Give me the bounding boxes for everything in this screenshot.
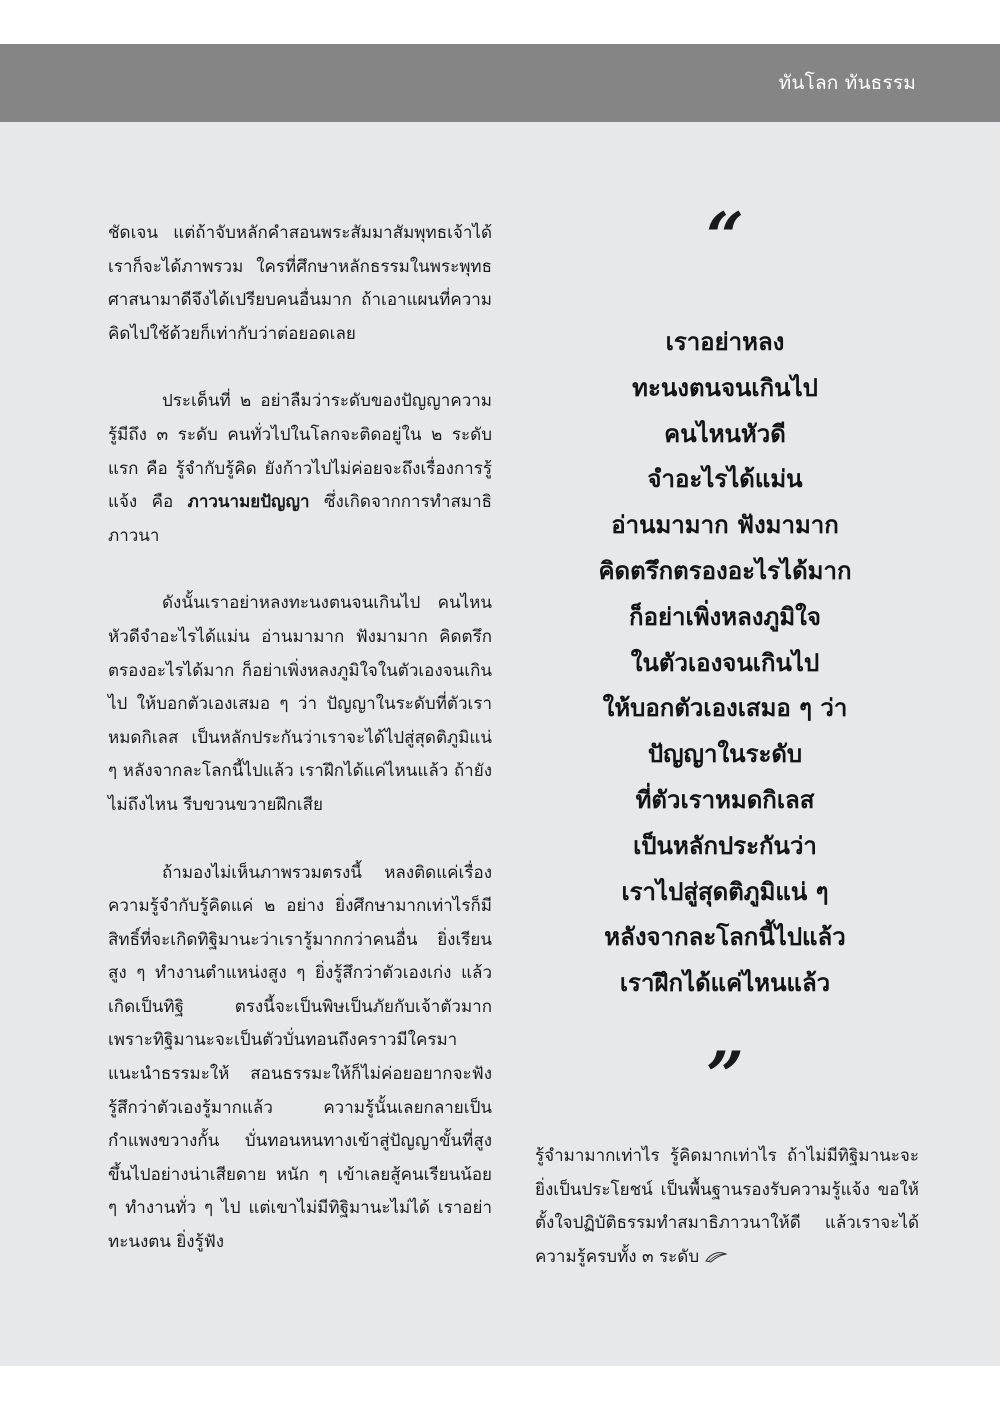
pull-quote-text — [540, 320, 910, 1007]
paragraph-2-text-start: ประเด็นที่ ๒ อย่าลืมว่าระดับของปัญญาความรู้มีถึง ๓ ระดับ คนทั่วไปในโลกจะติดอยู่ใน ๒ ระดับแรก คือ รู้จำกับรู้คิด ยังก้าวไปไม่ค่อยจะถึงเรื่องการรู้แจ้ง คือ — [108, 391, 492, 513]
pull-quote-line: ให้บอกตัวเองเสมอ ๆ ว่า — [602, 694, 848, 723]
pull-quote — [540, 198, 910, 1115]
pull-quote-line: ในตัวเองจนเกินไป — [630, 648, 820, 677]
open-quote-mark: “ — [706, 198, 744, 276]
paragraph-2-bold-term: ภาวนามยปัญญา — [187, 492, 310, 513]
pull-quote-line: ทะนงตนจนเกินไป — [632, 373, 818, 402]
pull-quote-line: ก็อย่าเพิ่งหลงภูมิใจ — [629, 602, 821, 631]
left-paragraph-3: ดังนั้นเราอย่าหลงทะนงตนจนเกินไป คนไหนหัวดีจำอะไรได้แม่น อ่านมามาก ฟังมามาก คิดตรึกตรองอะไรได้มาก ก็อย่าเพิ่งหลงภูมิใจในตัวเองจนเกินไป ให้บอกตัวเองเสมอ ๆ ว่า ปัญญาในระดับที่ตัวเราหมดกิเลส เป็นหลักประกันว่าเราจะได้ไปสู่สุดติภูมิแน่ ๆ หลังจากละโลกนี้ไปแล้ว เราฝึกได้แค่ไหนแล้ว ถ้ายังไม่ถึงไหน รีบขวนขวายฝึกเสีย — [108, 593, 492, 815]
closing-paragraph-text: รู้จำมามากเท่าไร รู้คิดมากเท่าไร ถ้าไม่มีทิฐิมานะจะยิ่งเป็นประโยชน์ เป็นพื้นฐานรองรับความรู้แจ้ง ขอให้ตั้งใจปฏิบัติธรรมทำสมาธิภาวนาให้ดี แล้วเราจะได้ความรู้ครบทั้ง ๓ ระดับ — [535, 1146, 919, 1267]
pull-quote-line: เป็นหลักประกันว่า — [633, 831, 817, 860]
left-column — [108, 217, 492, 1294]
pull-quote-line: ที่ตัวเราหมดกิเลส — [635, 785, 815, 814]
pull-quote-line: คิดตรึกตรองอะไรได้มาก — [598, 556, 852, 585]
paragraph-2-text-end: ซึ่งเกิดจากการทำสมาธิภาวนา — [108, 492, 492, 546]
pull-quote-line: เราอย่าหลง — [665, 328, 785, 356]
end-of-article-flourish-icon — [705, 1251, 727, 1263]
pull-quote-line: จำอะไรได้แม่น — [647, 465, 803, 494]
header-bar — [0, 44, 1000, 122]
pull-quote-line: หลังจากละโลกนี้ไปแล้ว — [604, 923, 846, 952]
pull-quote-line: ปัญญาในระดับ — [647, 740, 803, 769]
page-body — [0, 122, 1000, 1366]
running-header-title: ทันโลก ทันธรรม — [778, 72, 916, 94]
pull-quote-line: เราฝึกได้แค่ไหนแล้ว — [619, 969, 831, 998]
left-paragraph-2 — [108, 385, 492, 553]
closing-paragraph — [535, 1140, 919, 1274]
close-quote-mark: ” — [706, 1036, 744, 1115]
pull-quote-line: คนไหนหัวดี — [664, 419, 786, 448]
left-paragraph-1: ชัดเจน แต่ถ้าจับหลักคำสอนพระสัมมาสัมพุทธเจ้าได้ เราก็จะได้ภาพรวม ใครที่ศึกษาหลักธรรมในพระพุทธศาสนามาดีจึงได้เปรียบคนอื่นมาก ถ้าเอาแผนที่ความคิดไปใช้ด้วยก็เท่ากับว่าต่อยอดเลย — [108, 223, 492, 344]
left-paragraph-4: ถ้ามองไม่เห็นภาพรวมตรงนี้ หลงติดแค่เรื่องความรู้จำกับรู้คิดแค่ ๒ อย่าง ยิ่งศึกษามากเท่าไรก็มีสิทธิ์ที่จะเกิดทิฐิมานะว่าเรารู้มากกว่าคนอื่น ยิ่งเรียนสูง ๆ ทำงานตำแหน่งสูง ๆ ยิ่งรู้สึกว่าตัวเองเก่ง แล้วเกิดเป็นทิฐิ ตรงนี้จะเป็นพิษเป็นภัยกับเจ้าตัวมาก เพราะทิฐิมานะจะเป็นตัวบั่นทอนถึงคราวมีใครมาแนะนำธรรมะให้ สอนธรรมะให้ก็ไม่ค่อยอยากจะฟัง รู้สึกว่าตัวเองรู้มากแล้ว ความรู้นั้นเลยกลายเป็นกำแพงขวางกั้น บั่นทอนหนทางเข้าสู่ปัญญาขั้นที่สูงขึ้นไปอย่างน่าเสียดาย หนัก ๆ เข้าเลยสู้คนเรียนน้อย ๆ ทำงานทั่ว ๆ ไป แต่เขาไม่มีทิฐิมานะไม่ได้ เราอย่าทะนงตน ยิ่งรู้ฟัง — [108, 862, 492, 1253]
pull-quote-line: อ่านมามาก ฟังมามาก — [611, 511, 839, 540]
pull-quote-line: เราไปสู่สุดติภูมิแน่ ๆ — [621, 877, 829, 906]
